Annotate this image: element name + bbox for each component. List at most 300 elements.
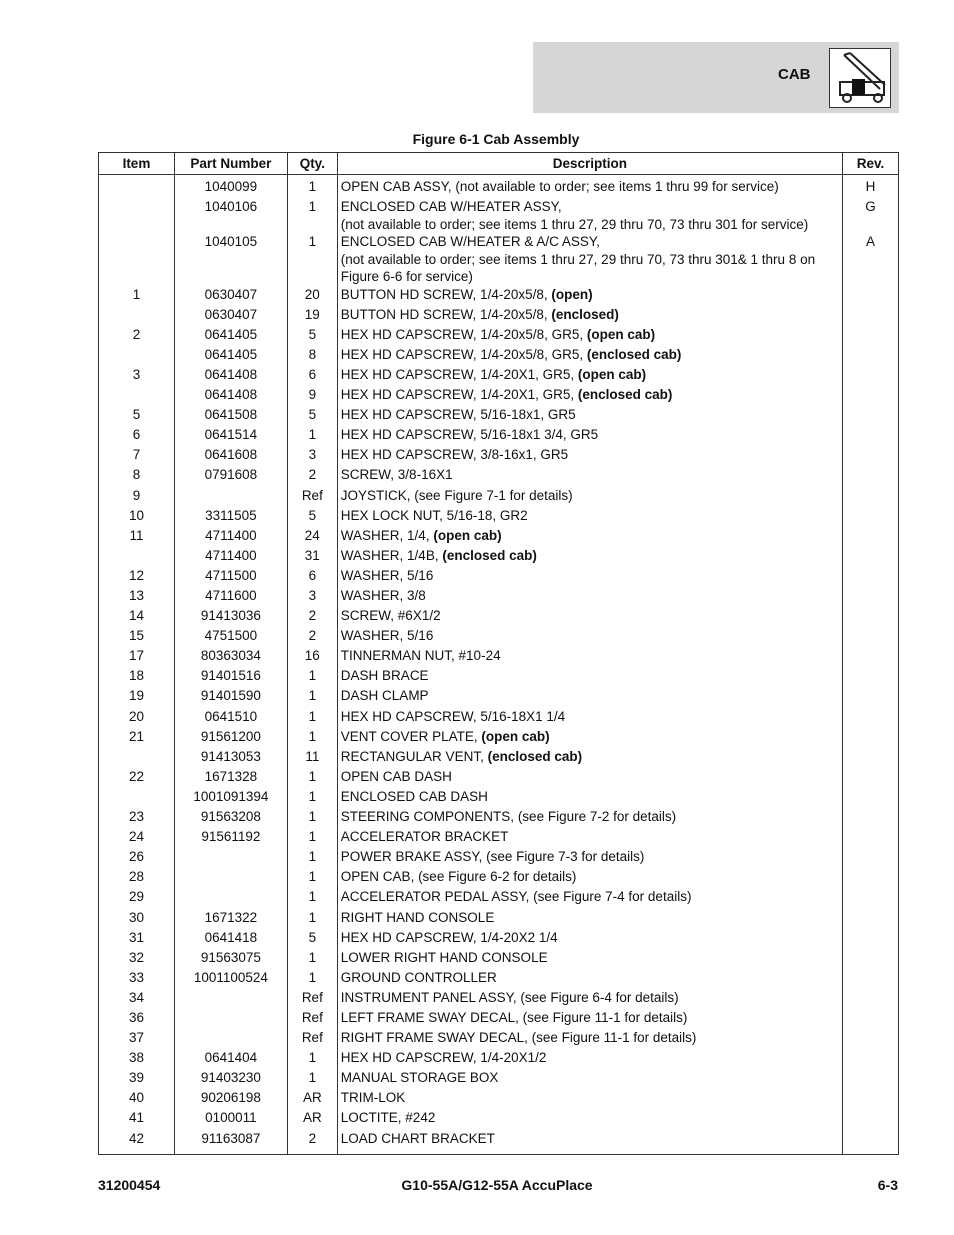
item-cell [99,198,175,233]
table-row [99,346,899,366]
description-qualifier: (enclosed cab) [586,346,682,362]
description-text: RECTANGULAR VENT, [340,748,488,764]
rev-cell [843,647,899,667]
item-cell [99,547,175,567]
table-row [99,808,899,828]
item-cell: 6 [99,426,175,446]
rev-cell [843,768,899,788]
rev-cell [843,487,899,507]
part-number-cell: 4711400 [174,527,287,547]
qty-cell: 1 [287,848,337,868]
part-number-cell [174,1009,287,1029]
item-cell: 15 [99,627,175,647]
rev-cell [843,667,899,687]
description-cell [337,346,842,366]
description-cell [337,386,842,406]
part-number-cell: 4711500 [174,567,287,587]
description-cell [337,667,842,687]
description-text: INSTRUMENT PANEL ASSY, (see Figure 6-4 for details) [340,989,679,1005]
item-cell: 36 [99,1009,175,1029]
description-text: JOYSTICK, (see Figure 7-1 for details) [340,487,573,503]
item-cell: 42 [99,1130,175,1155]
table-row [99,366,899,386]
description-cell [337,507,842,527]
rev-cell [843,1109,899,1129]
table-row [99,198,899,233]
description-text: ACCELERATOR PEDAL ASSY, (see Figure 7-4 for details) [340,889,692,905]
description-text: HEX HD CAPSCREW, 1/4-20x5/8, GR5, [340,346,587,362]
rev-cell: G [843,198,899,233]
item-cell [99,306,175,326]
part-number-cell: 0100011 [174,1109,287,1129]
rev-cell [843,848,899,868]
item-cell: 34 [99,989,175,1009]
description-cell [337,446,842,466]
table-row [99,306,899,326]
qty-cell: Ref [287,1009,337,1029]
description-cell [337,607,842,627]
description-cell [337,949,842,969]
description-cell [337,547,842,567]
qty-cell: 1 [287,949,337,969]
part-number-cell [174,1029,287,1049]
part-number-cell: 91413036 [174,607,287,627]
description-text: STEERING COMPONENTS, (see Figure 7-2 for details) [340,809,677,825]
item-cell: 37 [99,1029,175,1049]
description-text: TINNERMAN NUT, #10-24 [340,648,501,664]
description-text: MANUAL STORAGE BOX [340,1070,499,1086]
part-number-cell: 91413053 [174,748,287,768]
table-row [99,406,899,426]
item-cell [99,233,175,286]
table-row [99,929,899,949]
description-text: WASHER, 3/8 [340,588,426,603]
part-number-cell: 91563075 [174,949,287,969]
description-qualifier: (open cab) [481,728,550,744]
qty-cell: 1 [287,426,337,446]
part-number-cell: 91403230 [174,1069,287,1089]
item-cell: 11 [99,527,175,547]
rev-cell [843,426,899,446]
item-cell: 19 [99,687,175,707]
table-row [99,567,899,587]
column-header-description: Description [337,153,842,175]
rev-cell [843,406,899,426]
rev-cell [843,1130,899,1155]
item-cell: 26 [99,848,175,868]
item-cell: 7 [99,446,175,466]
part-number-cell: 1040106 [174,198,287,233]
description-qualifier: (enclosed cab) [487,748,583,764]
qty-cell: Ref [287,487,337,507]
table-row [99,587,899,607]
description-cell [337,233,842,286]
item-cell: 14 [99,607,175,627]
qty-cell: 1 [287,175,337,199]
figure-title-text: Figure 6-1 Cab Assembly [412,131,580,147]
item-cell: 17 [99,647,175,667]
description-cell [337,848,842,868]
description-text: WASHER, 5/16 [340,628,434,644]
description-text: TRIM-LOK [340,1090,406,1106]
table-row [99,386,899,406]
rev-cell [843,1009,899,1029]
table-row [99,969,899,989]
rev-cell [843,1049,899,1069]
qty-cell: 24 [287,527,337,547]
table-row [99,909,899,929]
description-cell [337,989,842,1009]
description-text: HEX HD CAPSCREW, 3/8-16x1, GR5 [340,447,569,463]
rev-cell [843,386,899,406]
qty-cell: 2 [287,607,337,627]
part-number-cell: 0641404 [174,1049,287,1069]
description-cell [337,1109,842,1129]
table-row [99,1029,899,1049]
column-header-rev: Rev. [843,153,899,175]
part-number-cell: 0641405 [174,346,287,366]
item-cell: 2 [99,326,175,346]
qty-cell: 1 [287,788,337,808]
description-text: HEX HD CAPSCREW, 1/4-20X2 1/4 [340,929,558,945]
table-row [99,1089,899,1109]
qty-cell: 1 [287,909,337,929]
rev-cell [843,1069,899,1089]
qty-cell: 31 [287,547,337,567]
rev-cell [843,808,899,828]
description-text: (not available to order; see items 1 thru 27, 29 thru 70, 73 thru 301 for service) [340,216,809,232]
description-qualifier: (enclosed cab) [577,387,673,403]
qty-cell: 2 [287,627,337,647]
description-cell [337,175,842,199]
rev-cell [843,306,899,326]
description-cell [337,1130,842,1155]
description-cell [337,929,842,949]
part-number-cell: 0641418 [174,929,287,949]
qty-cell: 3 [287,587,337,607]
part-number-cell [174,868,287,888]
part-number-cell: 91561200 [174,728,287,748]
description-cell [337,426,842,446]
rev-cell [843,466,899,486]
qty-cell: 3 [287,446,337,466]
description-cell [337,969,842,989]
item-cell [99,788,175,808]
description-cell [337,647,842,667]
rev-cell [843,1089,899,1109]
column-header-item: Item [99,153,175,175]
table-row [99,708,899,728]
rev-cell [843,748,899,768]
description-text: WASHER, 1/4, [340,527,434,543]
description-cell [337,1009,842,1029]
description-qualifier: (open) [551,286,593,302]
table-row [99,446,899,466]
description-cell [337,808,842,828]
part-number-cell: 0630407 [174,286,287,306]
qty-cell: 1 [287,1049,337,1069]
rev-cell [843,507,899,527]
item-cell: 22 [99,768,175,788]
description-text: HEX HD CAPSCREW, 5/16-18X1 1/4 [340,708,566,724]
qty-cell: AR [287,1109,337,1129]
part-number-cell: 0641508 [174,406,287,426]
rev-cell [843,446,899,466]
item-cell: 18 [99,667,175,687]
qty-cell: 1 [287,969,337,989]
description-cell [337,487,842,507]
description-cell [337,768,842,788]
description-text: ENCLOSED CAB DASH [340,788,488,804]
table-row [99,728,899,748]
part-number-cell [174,989,287,1009]
table-row [99,1130,899,1155]
description-text: BUTTON HD SCREW, 1/4-20x5/8, [340,286,552,302]
part-number-cell [174,848,287,868]
description-text: HEX HD CAPSCREW, 1/4-20X1, GR5, [340,366,578,382]
description-qualifier: (open cab) [433,527,502,543]
description-text: VENT COVER PLATE, [340,728,482,744]
part-number-cell: 0641510 [174,708,287,728]
part-number-cell: 3311505 [174,507,287,527]
item-cell: 38 [99,1049,175,1069]
description-text: HEX HD CAPSCREW, 1/4-20x5/8, GR5, [340,326,587,342]
item-cell: 1 [99,286,175,306]
table-row [99,788,899,808]
table-row [99,507,899,527]
qty-cell: 1 [287,233,337,286]
description-qualifier: (open cab) [577,366,647,382]
table-row [99,1009,899,1029]
table-row [99,326,899,346]
qty-cell: 1 [287,667,337,687]
rev-cell [843,627,899,647]
description-cell [337,828,842,848]
description-cell [337,527,842,547]
section-title: CAB [778,66,811,83]
rev-cell [843,828,899,848]
description-cell [337,888,842,908]
description-text: WASHER, 1/4B, [340,547,443,563]
item-cell: 41 [99,1109,175,1129]
table-row [99,466,899,486]
part-number-cell: 1001091394 [174,788,287,808]
part-number-cell: 0630407 [174,306,287,326]
table-row [99,768,899,788]
rev-cell: A [843,233,899,286]
qty-cell: 20 [287,286,337,306]
table-row [99,1109,899,1129]
description-text: POWER BRAKE ASSY, (see Figure 7-3 for details) [340,849,645,865]
qty-cell: 9 [287,386,337,406]
rev-cell [843,567,899,587]
table-row [99,607,899,627]
rev-cell [843,969,899,989]
qty-cell: 6 [287,567,337,587]
footer-model [0,1177,954,1193]
description-cell [337,466,842,486]
description-text: HEX HD CAPSCREW, 1/4-20X1, GR5, [340,387,578,403]
table-row [99,547,899,567]
rev-cell [843,527,899,547]
rev-cell [843,547,899,567]
part-number-cell: 4711400 [174,547,287,567]
description-text: GROUND CONTROLLER [340,969,497,985]
part-number-cell: 91563208 [174,808,287,828]
item-cell: 33 [99,969,175,989]
part-number-cell: 0641408 [174,386,287,406]
description-cell [337,1049,842,1069]
rev-cell [843,888,899,908]
part-number-cell: 91163087 [174,1130,287,1155]
footer-doc-number: 31200454 [98,1177,161,1193]
description-cell [337,567,842,587]
qty-cell: 5 [287,929,337,949]
description-text: WASHER, 5/16 [340,567,434,583]
part-number-cell: 1671328 [174,768,287,788]
rev-cell [843,326,899,346]
qty-cell: AR [287,1089,337,1109]
description-text: HEX LOCK NUT, 5/16-18, GR2 [340,507,528,523]
description-cell [337,1029,842,1049]
description-text: ENCLOSED CAB W/HEATER & A/C ASSY, [340,234,600,250]
description-text: HEX HD CAPSCREW, 5/16-18x1, GR5 [340,407,576,423]
item-cell: 3 [99,366,175,386]
description-qualifier: (enclosed cab) [442,547,537,563]
qty-cell: Ref [287,1029,337,1049]
rev-cell [843,949,899,969]
rev-cell [843,346,899,366]
rev-cell [843,989,899,1009]
item-cell: 30 [99,909,175,929]
description-text: (not available to order; see items 1 thru 27, 29 thru 70, 73 thru 301& 1 thru 8 on Figure 6-6 for service) [340,251,816,285]
table-row [99,233,899,286]
qty-cell: 1 [287,198,337,233]
item-cell: 31 [99,929,175,949]
description-text: ENCLOSED CAB W/HEATER ASSY, [340,199,562,215]
rev-cell [843,687,899,707]
qty-cell: 1 [287,868,337,888]
table-row [99,527,899,547]
description-text: HEX HD CAPSCREW, 1/4-20X1/2 [340,1050,547,1066]
qty-cell: 6 [287,366,337,386]
item-cell: 29 [99,888,175,908]
table-row [99,487,899,507]
description-cell [337,788,842,808]
item-cell: 40 [99,1089,175,1109]
description-text: RIGHT HAND CONSOLE [340,909,495,925]
qty-cell: 8 [287,346,337,366]
part-number-cell: 91561192 [174,828,287,848]
description-qualifier: (enclosed) [551,306,619,322]
qty-cell: 1 [287,687,337,707]
table-row [99,647,899,667]
description-cell [337,406,842,426]
footer-page-number: 6-3 [877,1177,898,1193]
table-row [99,426,899,446]
qty-cell: 1 [287,728,337,748]
part-number-cell: 0641608 [174,446,287,466]
part-number-cell: 1040105 [174,233,287,286]
item-cell: 24 [99,828,175,848]
description-text: SCREW, 3/8-16X1 [340,467,453,483]
description-text: SCREW, #6X1/2 [340,608,441,624]
description-qualifier: (open cab) [586,326,656,342]
description-cell [337,748,842,768]
part-number-cell [174,487,287,507]
qty-cell: 1 [287,888,337,908]
description-cell [337,868,842,888]
table-row [99,888,899,908]
qty-cell: 19 [287,306,337,326]
qty-cell: 5 [287,326,337,346]
qty-cell: 1 [287,708,337,728]
table-row [99,848,899,868]
part-number-cell: 1001100524 [174,969,287,989]
table-row [99,989,899,1009]
part-number-cell: 4711600 [174,587,287,607]
description-cell [337,366,842,386]
item-cell: 21 [99,728,175,748]
rev-cell [843,286,899,306]
description-text: DASH CLAMP [340,688,429,704]
description-text: LOAD CHART BRACKET [340,1130,495,1146]
part-number-cell: 0641514 [174,426,287,446]
part-number-cell: 4751500 [174,627,287,647]
qty-cell: Ref [287,989,337,1009]
column-header-qty: Qty. [287,153,337,175]
table-row [99,175,899,199]
qty-cell: 2 [287,466,337,486]
table-row [99,286,899,306]
description-cell [337,909,842,929]
rev-cell: H [843,175,899,199]
qty-cell: 5 [287,406,337,426]
description-cell [337,326,842,346]
table-row [99,627,899,647]
table-row [99,1049,899,1069]
description-cell [337,687,842,707]
rev-cell [843,868,899,888]
description-cell [337,708,842,728]
table-row [99,828,899,848]
part-number-cell: 0791608 [174,466,287,486]
parts-table [98,152,899,1155]
item-cell [99,346,175,366]
description-cell [337,1069,842,1089]
part-number-cell: 1671322 [174,909,287,929]
qty-cell: 16 [287,647,337,667]
description-cell [337,1089,842,1109]
qty-cell: 1 [287,808,337,828]
item-cell: 23 [99,808,175,828]
description-cell [337,587,842,607]
table-row [99,949,899,969]
table-row [99,868,899,888]
part-number-cell: 0641408 [174,366,287,386]
description-text: OPEN CAB ASSY, (not available to order; see items 1 thru 99 for service) [340,179,779,194]
lift-vehicle-icon [829,48,891,108]
item-cell: 9 [99,487,175,507]
rev-cell [843,728,899,748]
qty-cell: 1 [287,768,337,788]
qty-cell: 1 [287,1069,337,1089]
rev-cell [843,607,899,627]
description-cell [337,627,842,647]
item-cell: 13 [99,587,175,607]
qty-cell: 1 [287,828,337,848]
table-row [99,667,899,687]
